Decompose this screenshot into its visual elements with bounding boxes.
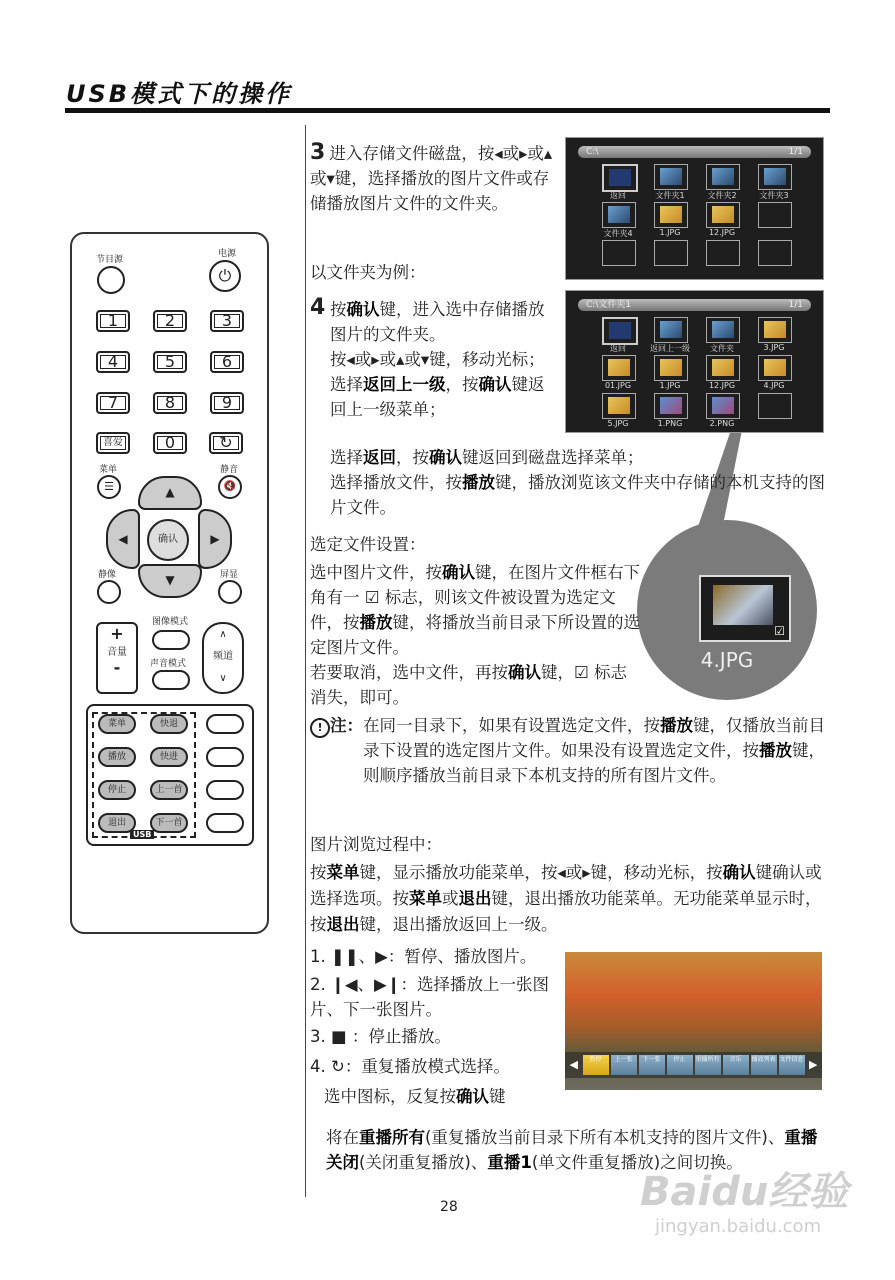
- step-3: [310, 140, 555, 216]
- step-4-lines-a: [330, 297, 560, 422]
- path: C:\文件夹1: [586, 300, 632, 310]
- step-4-lines-b: [330, 445, 825, 520]
- text-run: 键，则顺序播放当前目录下本机支持的所有图片文件。: [363, 741, 825, 785]
- bold-keyword: 播放: [759, 741, 792, 760]
- usb-label: USB: [130, 830, 154, 839]
- text-run: 选中图标，反复按: [324, 1087, 456, 1106]
- bold-keyword: 退出: [458, 889, 492, 908]
- display-button: [218, 580, 242, 604]
- page-number: 28: [440, 1199, 458, 1215]
- text-run: 键，退出播放返回上一级。: [359, 915, 558, 934]
- usb-key-button: 下一首: [150, 813, 188, 833]
- empty-tile: [758, 202, 792, 228]
- text-run: 按: [310, 863, 327, 882]
- fav-button: 喜爱: [96, 432, 130, 454]
- bold-keyword: 确认: [722, 863, 756, 882]
- text-run: (单文件重复播放)之间切换。: [531, 1153, 743, 1172]
- toolbar-button: 文件信息: [779, 1055, 805, 1075]
- bold-keyword: 返回: [363, 448, 396, 467]
- path-bar: [578, 146, 811, 158]
- step-number: 3: [310, 140, 326, 165]
- function-list: [310, 942, 550, 1112]
- thumbnail: [712, 206, 734, 223]
- file-tile: [602, 355, 636, 381]
- ok-button: 确认: [147, 519, 189, 561]
- usb-key-button: 播放: [98, 747, 136, 767]
- text-run: ，按: [396, 448, 429, 467]
- text-run: (关闭重复播放)、: [359, 1153, 488, 1172]
- list-item: [310, 1082, 550, 1112]
- tile-label: 1.JPG: [659, 381, 681, 390]
- path: C:\: [586, 147, 599, 157]
- remote-control-illustration: [70, 232, 269, 934]
- bold-keyword: 重播所有: [359, 1128, 425, 1147]
- power-icon: ⏻: [209, 260, 241, 292]
- bold-keyword: 菜单: [326, 863, 360, 882]
- browse-body: [310, 860, 825, 938]
- picture-mode-button: [152, 630, 190, 650]
- digit-3-button: 3: [210, 310, 244, 332]
- digit-8-button: 8: [153, 392, 187, 414]
- digit-9-button: 9: [210, 392, 244, 414]
- step-4-line: [330, 297, 560, 347]
- file-tile: [706, 317, 740, 343]
- select-para: [310, 660, 640, 710]
- bold-keyword: 确认: [346, 300, 380, 319]
- thumbnail: [608, 397, 630, 414]
- file-tile: [654, 355, 688, 381]
- final-runs: [326, 1128, 817, 1172]
- usb-key-button: 上一首: [150, 780, 188, 800]
- menu-label: 菜单: [99, 465, 118, 475]
- sound-mode-label: 声音模式: [150, 659, 187, 669]
- file-tile: [602, 202, 636, 228]
- note-text: [363, 713, 825, 788]
- page-indicator: 1/1: [788, 300, 803, 310]
- playback-screen: [565, 952, 822, 1090]
- source-button: [97, 266, 125, 294]
- file-tile: [602, 317, 638, 345]
- screen-disk-browser: [565, 137, 824, 280]
- file-tile: [706, 164, 740, 190]
- text-run: 键，播放浏览该文件夹中存储的本机支持的图片文件。: [330, 473, 825, 517]
- blank-button: [206, 813, 244, 833]
- volume-rocker: [96, 622, 138, 694]
- playback-toolbar: [565, 1052, 822, 1078]
- left-arrow-button: ◀: [106, 509, 140, 569]
- note-prefix: [310, 713, 363, 788]
- bold-keyword: 播放: [462, 473, 495, 492]
- bold-keyword: 确认: [429, 448, 462, 467]
- usb-key-button: 退出: [98, 813, 136, 833]
- browse-heading: 图片浏览过程中：: [310, 835, 442, 854]
- step-4-line: [330, 470, 825, 520]
- tile-label: 2.PNG: [709, 419, 735, 428]
- digit-7-button: 7: [96, 392, 130, 414]
- file-tile: [654, 164, 688, 190]
- column-divider: [305, 125, 306, 1197]
- menu-icon: ☰: [97, 475, 121, 499]
- text-run: 4. ↻：重复播放模式选择。: [310, 1057, 510, 1076]
- tile-label: 文件夹2: [707, 191, 737, 200]
- empty-tile: [706, 240, 740, 266]
- bold-keyword: 菜单: [409, 889, 442, 908]
- bold-keyword: 退出: [326, 915, 360, 934]
- bold-keyword: 返回上一级: [363, 375, 446, 394]
- digit-4-button: 4: [96, 351, 130, 373]
- text-run: 键确认或选择选项。按: [310, 863, 822, 908]
- thumbnail: [712, 359, 734, 376]
- tile-label: 文件夹1: [655, 191, 685, 200]
- channel-down-icon: ∨: [219, 673, 227, 684]
- toolbar-button: 暂停: [583, 1055, 609, 1075]
- usb-key-panel: [86, 704, 254, 846]
- repeat-icon: ↻: [209, 432, 243, 454]
- blank-button: [206, 714, 244, 734]
- digit-5-button: 5: [153, 351, 187, 373]
- step-4-line: [330, 445, 825, 470]
- callout-label: 4.JPG: [700, 648, 754, 672]
- browse-text: [310, 863, 822, 934]
- file-tile: [654, 202, 688, 228]
- down-arrow-button: ▼: [138, 564, 202, 598]
- channel-label: 频道: [213, 651, 233, 662]
- bold-keyword: 重播关闭: [326, 1128, 818, 1172]
- text-run: 键返回上一级菜单；: [330, 375, 545, 419]
- tile-label: 1.PNG: [657, 419, 683, 428]
- thumbnail: [712, 168, 734, 185]
- step-4-line: [330, 347, 560, 372]
- file-tile: [758, 164, 792, 190]
- power-label: 电源: [218, 249, 237, 259]
- digit-6-button: 6: [210, 351, 244, 373]
- toolbar-button: 上一张: [611, 1055, 637, 1075]
- still-button: [97, 580, 121, 604]
- title-rule: [65, 108, 830, 113]
- tile-label: 文件夹3: [759, 191, 789, 200]
- tile-label: 文件夹4: [603, 229, 633, 238]
- text-run: 3. ■ ：停止播放。: [310, 1027, 451, 1046]
- file-tile: [602, 164, 638, 192]
- usb-key-button: 菜单: [98, 714, 136, 734]
- empty-tile: [758, 240, 792, 266]
- tile-label: 4.JPG: [763, 381, 785, 390]
- text-run: 按◂或▸或▴或▾键，移动光标；: [330, 350, 545, 369]
- file-tile: [706, 393, 740, 419]
- blank-button: [206, 747, 244, 767]
- volume-plus: +: [110, 624, 124, 643]
- text-run: 若要取消，选中文件，再按: [310, 663, 508, 682]
- text-run: 键，仅播放当前目录下设置的选定图片文件。如果没有设置选定文件，按: [363, 716, 825, 760]
- source-label: 节目源: [96, 255, 124, 265]
- toolbar-button: 下一张: [639, 1055, 665, 1075]
- text-run: 键返回到磁盘选择菜单；: [462, 448, 644, 467]
- tile-label: 5.JPG: [607, 419, 629, 428]
- callout-4jpg: [637, 520, 817, 700]
- toolbar-button: 播放列表: [751, 1055, 777, 1075]
- watermark-url: jingyan.baidu.com: [655, 1216, 822, 1237]
- bold-keyword: 确认: [508, 663, 541, 682]
- tile-label: 12.JPG: [708, 381, 736, 390]
- thumbnail: [660, 397, 682, 414]
- file-tile: [654, 393, 688, 419]
- tile-label: 01.JPG: [604, 381, 632, 390]
- thumbnail: [712, 321, 734, 338]
- warning-icon: !: [310, 718, 330, 738]
- step-4: [310, 295, 330, 321]
- mute-label: 静音: [220, 465, 239, 475]
- tile-label: 1.JPG: [659, 228, 681, 237]
- text-run: 2. ❙◀、▶❙：选择播放上一张图片、下一张图片。: [310, 975, 550, 1019]
- blank-button: [206, 780, 244, 800]
- thumbnail: [660, 321, 682, 338]
- thumbnail: [608, 206, 630, 223]
- page-indicator: 1/1: [788, 147, 803, 157]
- channel-up-icon: ∧: [219, 629, 227, 640]
- toolbar-right-arrow-icon: ▶: [809, 1058, 818, 1071]
- usb-key-button: 停止: [98, 780, 136, 800]
- digit-0-button: 0: [153, 432, 187, 454]
- tile-label: 文件夹: [710, 344, 734, 353]
- toolbar-button: 音乐: [723, 1055, 749, 1075]
- tile-label: 返回: [610, 344, 626, 353]
- empty-tile: [654, 240, 688, 266]
- thumbnail: [660, 206, 682, 223]
- tile-label: 12.JPG: [708, 228, 736, 237]
- text-run: 选择: [330, 375, 363, 394]
- text-run: 选中图片文件，按: [310, 563, 442, 582]
- step-4-line: [330, 372, 560, 422]
- tile-label: 返回上一级: [650, 344, 690, 353]
- empty-tile: [758, 393, 792, 419]
- mute-icon: 🔇: [218, 475, 242, 499]
- step-number: 4: [310, 295, 326, 320]
- toolbar-left-arrow-icon: ◀: [569, 1058, 578, 1071]
- empty-tile: [602, 240, 636, 266]
- text-run: 选择播放文件，按: [330, 473, 462, 492]
- file-tile: [706, 202, 740, 228]
- select-body: [310, 560, 640, 710]
- page-title: USB模式下的操作: [66, 80, 293, 108]
- picture-mode-label: 图像模式: [152, 617, 189, 627]
- bold-keyword: 确认: [456, 1087, 489, 1106]
- final-text: [326, 1125, 826, 1175]
- thumbnail: [764, 321, 786, 338]
- note: [310, 713, 825, 788]
- file-tile: [602, 393, 636, 419]
- toolbar-button: 停止: [667, 1055, 693, 1075]
- thumbnail: [712, 397, 734, 414]
- list-item: [310, 1052, 550, 1082]
- text-run: (重复播放当前目录下所有本机支持的图片文件)、: [425, 1128, 785, 1147]
- still-label: 静像: [98, 570, 117, 580]
- thumbnail: [764, 168, 786, 185]
- file-tile: [758, 355, 792, 381]
- right-arrow-button: ▶: [198, 509, 232, 569]
- text-run: 键，退出播放功能菜单。无功能菜单显示时，按: [310, 889, 822, 934]
- bold-keyword: 确认: [442, 563, 475, 582]
- digit-1-button: 1: [96, 310, 130, 332]
- display-label: 屏显: [220, 570, 239, 580]
- text-run: 选择: [330, 448, 363, 467]
- thumbnail: [660, 168, 682, 185]
- text-run: 键，在图片文件框右下角有一 ☑ 标志，则该文件被设置为选定文件，按: [310, 563, 640, 632]
- text-run: 将在: [326, 1128, 359, 1147]
- select-para: [310, 560, 640, 660]
- screen-folder-browser: [565, 290, 824, 433]
- text-run: 1. ❚❚、▶：暂停、播放图片。: [310, 947, 537, 966]
- select-heading: 选定文件设置：: [310, 535, 426, 554]
- volume-minus: -: [113, 658, 121, 677]
- thumbnail: [609, 322, 631, 339]
- text-run: 键: [489, 1087, 506, 1106]
- text-run: 按: [330, 300, 347, 319]
- thumbnail: [660, 359, 682, 376]
- text-run: 进入存储文件磁盘，按◂或▸或▴或▾键，选择播放的图片文件或存储播放图片文件的文件夹。: [310, 144, 553, 213]
- list-item: [310, 942, 550, 972]
- example-label: 以文件夹为例：: [310, 263, 426, 282]
- usb-key-button: 快退: [150, 714, 188, 734]
- text-run: ，按: [445, 375, 479, 394]
- bold-keyword: 确认: [478, 375, 512, 394]
- thumbnail: [609, 169, 631, 186]
- text-run: 键，显示播放功能菜单，按◂或▸键，移动光标，按: [359, 863, 723, 882]
- usb-key-button: 快进: [150, 747, 188, 767]
- text-run: 键，进入选中存储播放图片的文件夹。: [330, 300, 545, 344]
- note-label: 注：: [330, 716, 363, 735]
- file-tile: [758, 317, 792, 343]
- thumbnail: [764, 359, 786, 376]
- file-tile: [654, 317, 688, 343]
- selected-thumbnail: [699, 575, 791, 642]
- sound-mode-button: [152, 670, 190, 690]
- volume-label: 音量: [107, 647, 127, 658]
- step-3-text: [310, 144, 552, 213]
- up-arrow-button: ▲: [138, 476, 202, 510]
- watermark-logo: Baidu经验: [640, 1169, 849, 1215]
- bold-keyword: 播放: [359, 613, 393, 632]
- tile-label: 3.JPG: [763, 343, 785, 352]
- list-item: [310, 972, 550, 1022]
- thumbnail: [608, 359, 630, 376]
- checkmark-icon: ☑: [774, 624, 785, 638]
- bold-keyword: 播放: [660, 716, 693, 735]
- bold-keyword: 重播1: [487, 1153, 532, 1172]
- file-tile: [706, 355, 740, 381]
- tile-label: 返回: [610, 191, 626, 200]
- channel-rocker: [202, 622, 244, 694]
- text-run: 或: [442, 889, 459, 908]
- toolbar-button: 重播所有: [695, 1055, 721, 1075]
- path-bar: [578, 299, 811, 311]
- thumbnail-image: [713, 585, 773, 625]
- text-run: 键，☑ 标志消失，即可。: [310, 663, 628, 707]
- list-item: [310, 1022, 550, 1052]
- digit-2-button: 2: [153, 310, 187, 332]
- text-run: 在同一目录下，如果有设置选定文件，按: [363, 716, 660, 735]
- text-run: 键，将播放当前目录下所设置的选定图片文件。: [310, 613, 640, 657]
